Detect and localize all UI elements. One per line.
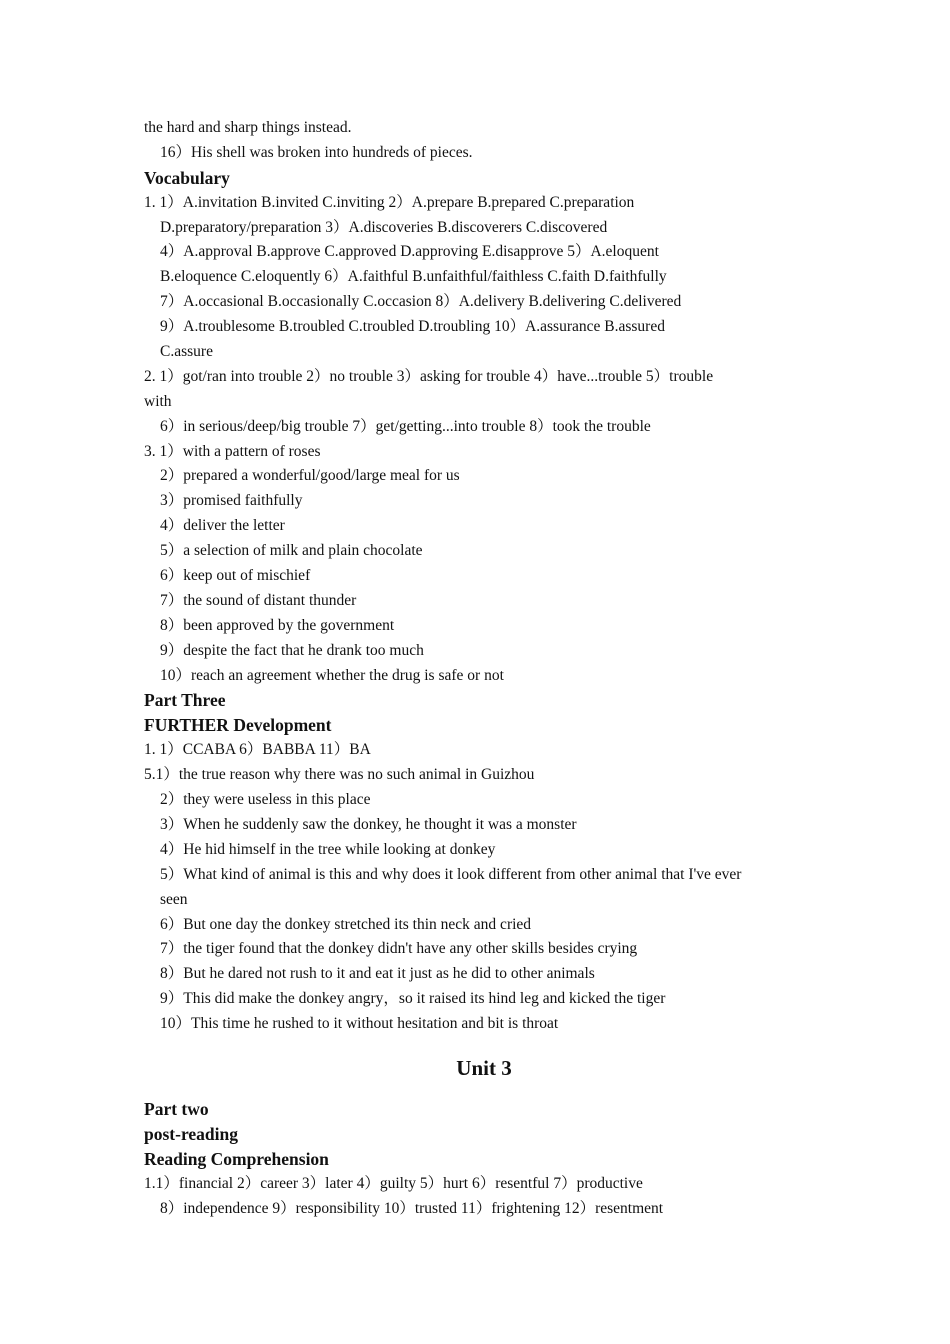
- indented-text-line: D.preparatory/preparation 3）A.discoveries B.discoverers C.discovered: [160, 218, 608, 236]
- indented-text-line: 16）His shell was broken into hundreds of pieces.: [160, 143, 473, 161]
- indented-text-line: 3）When he suddenly saw the donkey, he thought it was a monster: [160, 815, 577, 833]
- text-line: 2. 1）got/ran into trouble 2）no trouble 3）asking for trouble 4）have...trouble 5）trouble: [144, 367, 714, 385]
- indented-text-line: 8）been approved by the government: [160, 616, 395, 634]
- indented-text-line: 9）despite the fact that he drank too much: [160, 641, 424, 659]
- indented-text-line: 5）What kind of animal is this and why does it look different from other animal that I've ever: [160, 865, 742, 883]
- text-line: 1. 1）A.invitation B.invited C.inviting 2）A.prepare B.prepared C.preparation: [144, 193, 635, 211]
- indented-text-line: 6）But one day the donkey stretched its thin neck and cried: [160, 915, 532, 933]
- indented-text-line: C.assure: [160, 343, 213, 361]
- section-heading: Reading Comprehension: [144, 1148, 329, 1169]
- indented-text-line: 7）the tiger found that the donkey didn't have any other skills besides crying: [160, 940, 638, 958]
- indented-text-line: B.eloquence C.eloquently 6）A.faithful B.unfaithful/faithless C.faith D.faithfully: [160, 268, 667, 286]
- text-line: with: [144, 392, 172, 410]
- section-heading: Part two: [144, 1098, 209, 1119]
- indented-text-line: 2）prepared a wonderful/good/large meal for us: [160, 467, 460, 485]
- indented-text-line: 6）keep out of mischief: [160, 567, 311, 585]
- indented-text-line: 7）A.occasional B.occasionally C.occasion 8）A.delivery B.delivering C.delivered: [160, 293, 682, 311]
- indented-text-line: 5）a selection of milk and plain chocolate: [160, 542, 423, 560]
- indented-text-line: 10）This time he rushed to it without hesitation and bit is throat: [160, 1015, 559, 1033]
- indented-text-line: 6）in serious/deep/big trouble 7）get/getting...into trouble 8）took the trouble: [160, 417, 651, 435]
- text-line: 3. 1）with a pattern of roses: [144, 442, 321, 460]
- section-heading: Vocabulary: [144, 167, 230, 188]
- indented-text-line: 3）promised faithfully: [160, 492, 303, 510]
- section-heading: FURTHER Development: [144, 715, 332, 736]
- text-line: the hard and sharp things instead.: [144, 119, 352, 136]
- indented-text-line: 4）A.approval B.approve C.approved D.approving E.disapprove 5）A.eloquent: [160, 243, 659, 261]
- text-line: 5.1）the true reason why there was no such animal in Guizhou: [144, 766, 535, 784]
- indented-text-line: 8）But he dared not rush to it and eat it just as he did to other animals: [160, 965, 595, 983]
- section-heading: Part Three: [144, 690, 226, 711]
- section-heading: post-reading: [144, 1123, 238, 1144]
- page-content: [144, 116, 824, 1221]
- indented-text-line: 9）This did make the donkey angry，so it raised its hind leg and kicked the tiger: [160, 990, 666, 1008]
- indented-text-line: 7）the sound of distant thunder: [160, 591, 357, 609]
- indented-text-line: 8）independence 9）responsibility 10）trusted 11）frightening 12）resentment: [160, 1199, 664, 1217]
- indented-text-line: seen: [160, 890, 188, 908]
- indented-text-line: 4）deliver the letter: [160, 517, 285, 535]
- text-line: 1.1）financial 2）career 3）later 4）guilty 5）hurt 6）resentful 7）productive: [144, 1174, 643, 1192]
- indented-text-line: 10）reach an agreement whether the drug is safe or not: [160, 666, 504, 684]
- indented-text-line: 2）they were useless in this place: [160, 791, 371, 809]
- text-line: 1. 1）CCABA 6）BABBA 11）BA: [144, 741, 371, 759]
- indented-text-line: 9）A.troublesome B.troubled C.troubled D.troubling 10）A.assurance B.assured: [160, 318, 665, 336]
- indented-text-line: 4）He hid himself in the tree while looking at donkey: [160, 840, 496, 858]
- unit-heading: Unit 3: [456, 1055, 512, 1080]
